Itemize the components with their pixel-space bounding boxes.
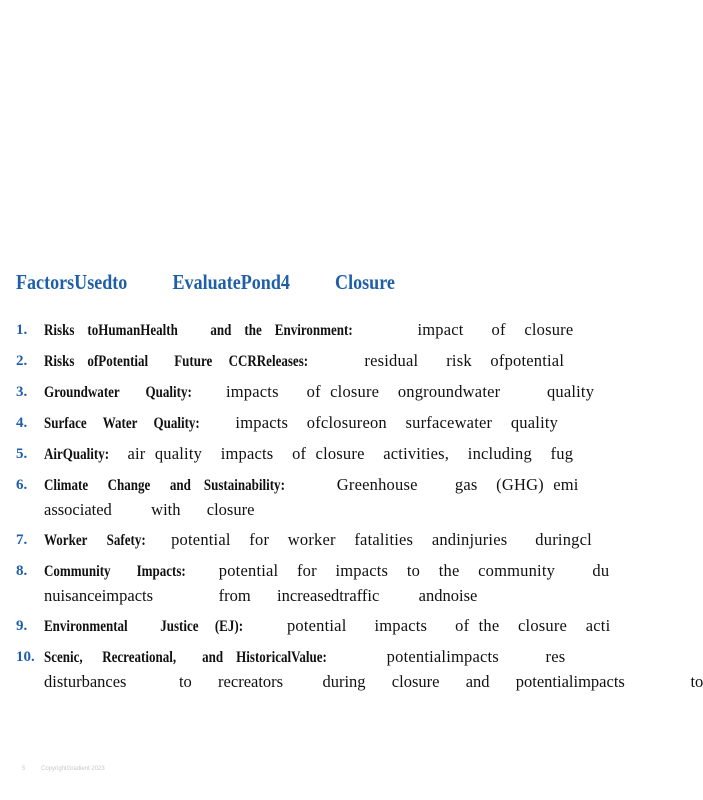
item-number: 9. [16, 618, 28, 634]
item-number: 8. [16, 563, 28, 579]
factor-term: Groundwater Quality: [44, 384, 192, 401]
factor-description: potential for worker fatalities andinjuries duringcl [171, 530, 592, 549]
factor-term: Surface Water Quality: [44, 415, 200, 432]
factor-description: impacts ofclosureon surfacewater quality [235, 413, 559, 432]
list-item [16, 318, 618, 343]
item-number: 2. [16, 353, 28, 369]
factor-list [16, 318, 703, 700]
factor-term: Climate Change and Sustainability: [44, 477, 285, 494]
factor-description: potential for impacts to the community du [218, 561, 610, 580]
list-item [16, 380, 618, 405]
item-line [44, 442, 618, 467]
list-item [16, 614, 618, 639]
factor-term: Worker Safety: [44, 532, 146, 549]
item-line [44, 318, 618, 343]
copyright-text: CopyrightGradient 2023 [41, 766, 105, 772]
list-item [16, 528, 618, 553]
item-line [44, 380, 618, 405]
item-line [44, 559, 618, 584]
item-number: 3. [16, 384, 28, 400]
item-line [44, 614, 618, 639]
page-footer [22, 766, 105, 772]
item-line [44, 411, 618, 436]
item-line [44, 473, 618, 498]
factor-description: potentialimpacts res [386, 647, 566, 666]
factor-description: air quality impacts of closure activities, including fug [127, 444, 574, 463]
page-title: FactorsUsedto EvaluatePond4 Closure [16, 270, 395, 294]
list-item [16, 645, 703, 694]
item-number: 5. [16, 446, 28, 462]
factor-term: Risks toHumanHealth and the Environment: [44, 322, 353, 339]
factor-description-continued: associated with closure [44, 500, 255, 519]
item-number: 6. [16, 477, 28, 493]
list-item [16, 442, 618, 467]
item-line [44, 349, 618, 374]
item-line [44, 528, 618, 553]
page-number: 5 [22, 766, 26, 772]
factor-term: Environmental Justice (EJ): [44, 618, 244, 635]
item-number: 4. [16, 415, 28, 431]
item-line [44, 645, 618, 670]
factor-term: Community Impacts: [44, 563, 186, 580]
factor-description: impact of closure [417, 320, 574, 339]
item-number: 10. [16, 649, 35, 665]
item-number: 1. [16, 322, 28, 338]
factor-description: residual risk ofpotential [364, 351, 565, 370]
factor-term: AirQuality: [44, 446, 110, 463]
item-number: 7. [16, 532, 28, 548]
list-item [16, 349, 618, 374]
factor-description: potential impacts of the closure acti [286, 616, 611, 635]
list-item [16, 559, 618, 608]
list-item [16, 411, 618, 436]
factor-description: Greenhouse gas (GHG) emi [336, 475, 579, 494]
factor-description-continued: nuisanceimpacts from increasedtraffic andnoise [44, 586, 478, 605]
factor-term: Scenic, Recreational, and HistoricalValue: [44, 649, 327, 666]
factor-description: impacts of closure ongroundwater quality [225, 382, 595, 401]
factor-term: Risks ofPotential Future CCRReleases: [44, 353, 309, 370]
factor-description-continued: disturbances to recreators during closure and potentialimpacts to [44, 672, 703, 691]
list-item [16, 473, 618, 522]
